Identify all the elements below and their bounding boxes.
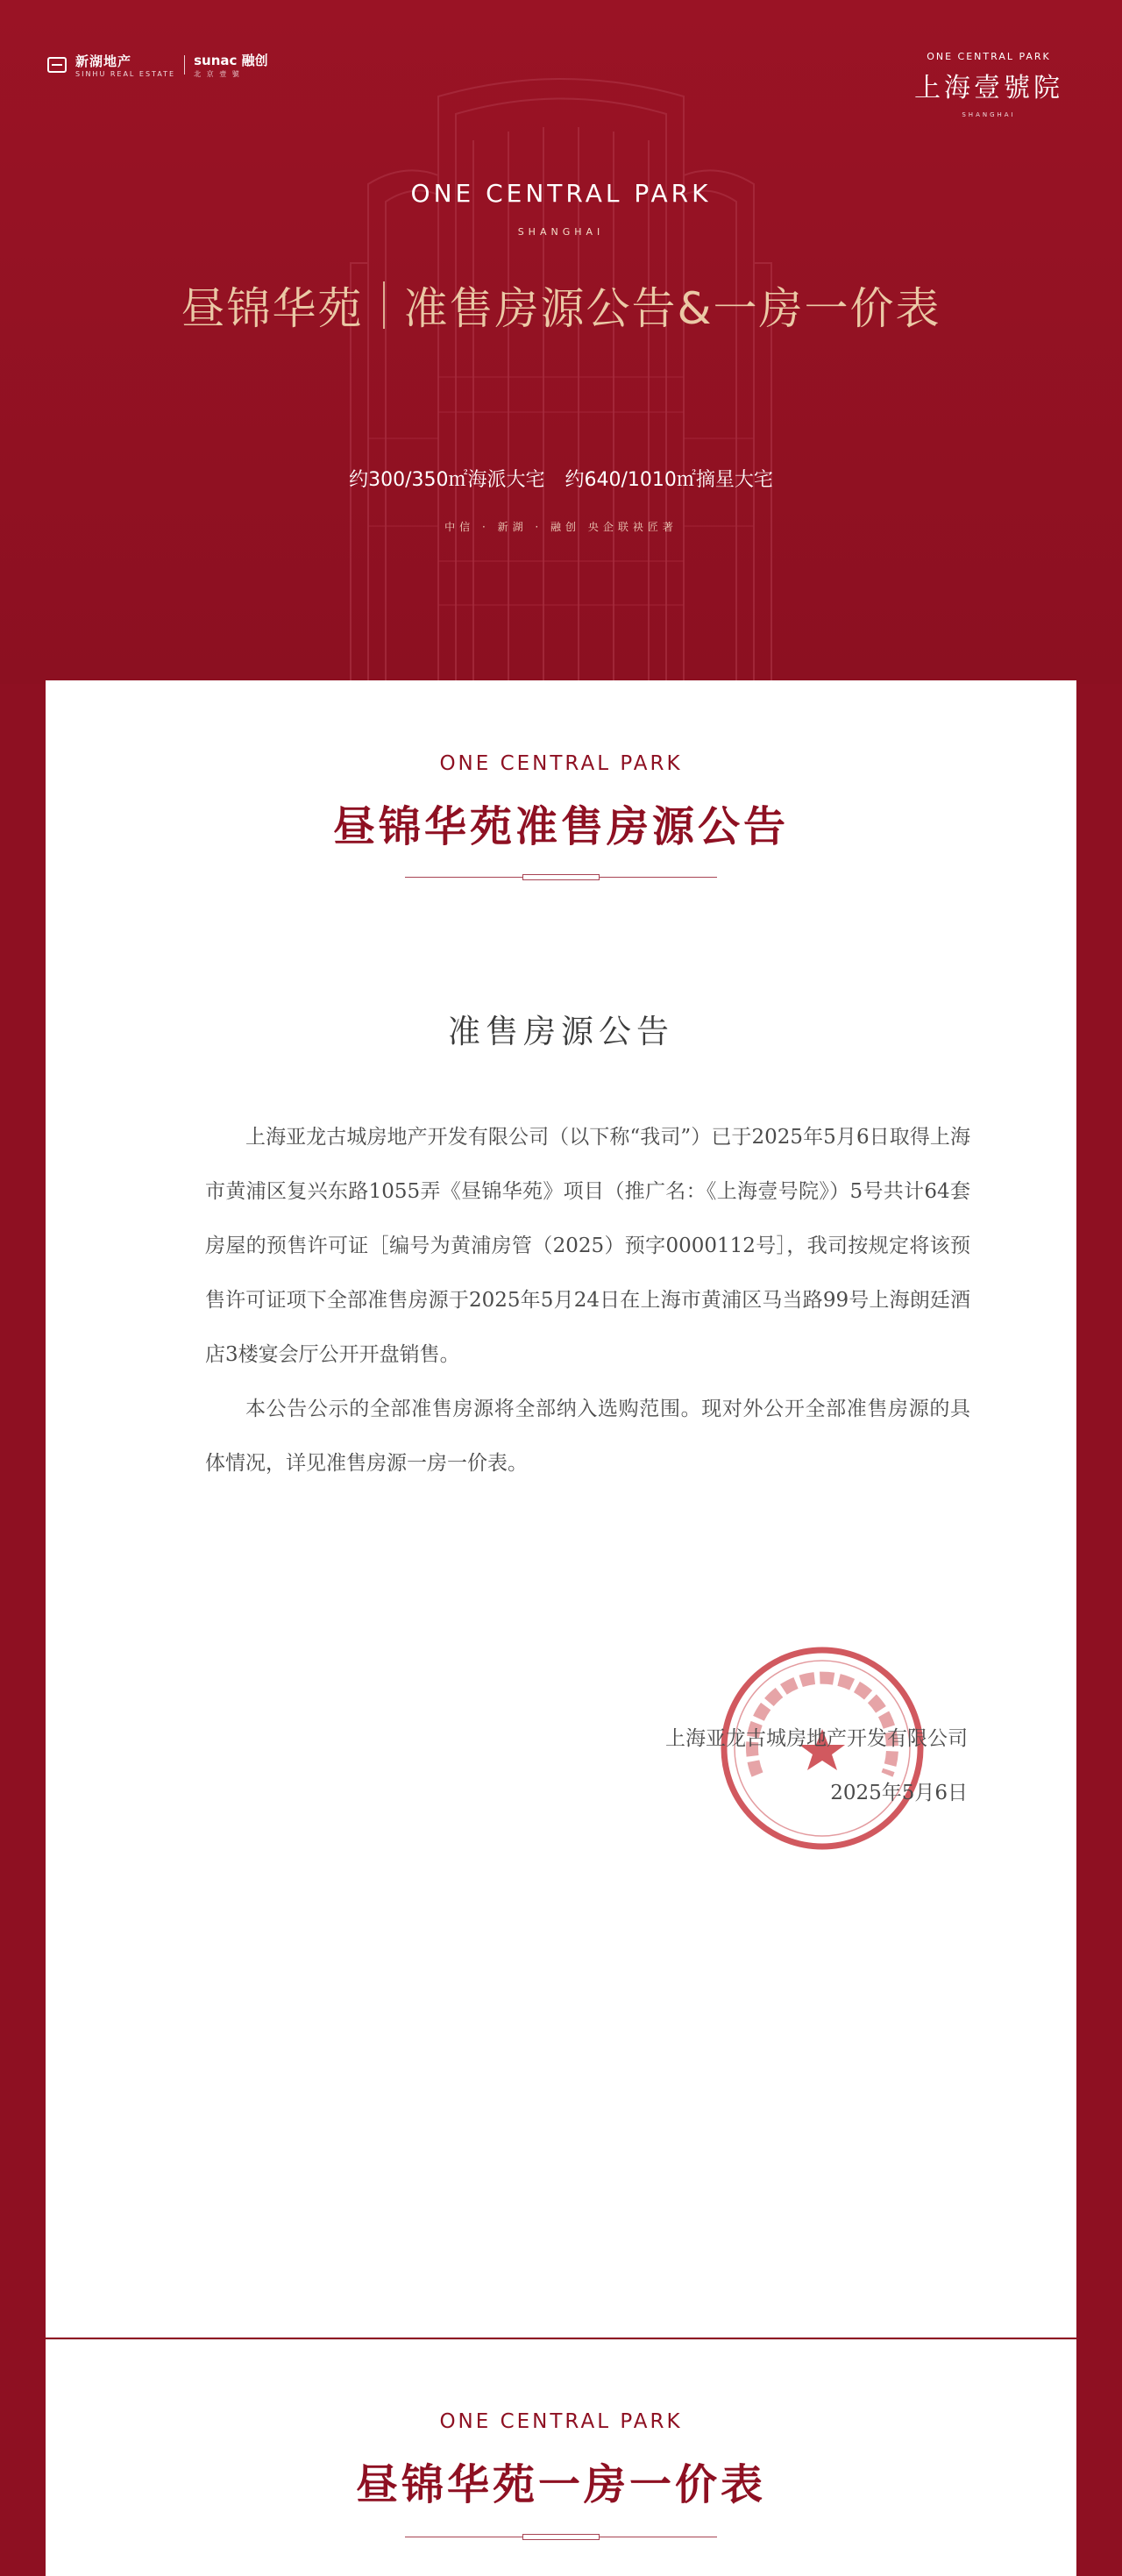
- section-divider-ornament: [522, 2534, 600, 2540]
- hero-title-divider: [383, 281, 385, 329]
- notice-card: [46, 680, 1076, 2338]
- section-title-en: ONE CENTRAL PARK: [439, 752, 683, 775]
- notice-paragraph: 上海亚龙古城房地产开发有限公司（以下称“我司”）已于2025年5月6日取得上海市黄浦区复兴东路1055弄《昼锦华苑》项目（推广名：《上海壹号院》）5号共计64套房屋的预售许可证［编号为黄浦房管（2025）预字0000112号］，我司按规定将该预售许可证项下全部准售房源于2025年5月24日在上海市黄浦区马当路99号上海朗廷酒店3楼宴会厅公开开盘销售。: [205, 1126, 970, 1366]
- partner-subtitle: 北 京 壹 號: [194, 70, 241, 78]
- project-logo: [892, 51, 1085, 118]
- notice-body: [205, 1110, 970, 1491]
- hero-unit-sizes: [0, 465, 1122, 492]
- section-title: 昼锦华苑一房一价表: [355, 2460, 766, 2509]
- hero-banner: [0, 0, 1122, 684]
- unit-size-2: 约640/1010㎡摘星大宅: [565, 469, 773, 491]
- hero-title-subject: 准售房源公告&一房一价表: [403, 283, 941, 334]
- unit-size-1: 约300/350㎡海派大宅: [349, 469, 545, 491]
- developer-name: 新湖地产: [75, 53, 132, 69]
- logo-divider: [184, 55, 185, 75]
- section-divider-ornament: [522, 874, 600, 880]
- hero-title-project: 昼锦华苑: [181, 283, 364, 334]
- section-title-en: ONE CENTRAL PARK: [439, 2410, 683, 2433]
- notice-title: 准售房源公告: [448, 1013, 674, 1050]
- sinhu-logo-icon: [47, 57, 67, 73]
- signer-date: 2025年5月6日: [830, 1782, 968, 1804]
- developer-logos: [47, 51, 268, 79]
- notice-paragraph: 本公告公示的全部准售房源将全部纳入选购范围。现对外公开全部准售房源的具体情况，详见准售房源一房一价表。: [205, 1398, 970, 1475]
- partner-logo: [194, 51, 268, 79]
- developer-name-en: SINHU REAL ESTATE: [75, 70, 176, 78]
- developer-logo-text: [75, 52, 175, 78]
- notice-signature: [556, 1711, 968, 1820]
- project-logo-en: ONE CENTRAL PARK: [927, 51, 1051, 62]
- signer-company: 上海亚龙古城房地产开发有限公司: [665, 1727, 968, 1750]
- hero-title-en: ONE CENTRAL PARK: [410, 179, 712, 208]
- hero-city: SHANGHAI: [517, 226, 605, 238]
- section-title: 昼锦华苑准售房源公告: [332, 802, 789, 851]
- price-list-card: [46, 2339, 1076, 2576]
- project-logo-zh: 上海壹號院: [914, 73, 1063, 103]
- partner-name: sunac 融创: [194, 53, 268, 68]
- project-logo-city: SHANGHAI: [962, 111, 1016, 118]
- hero-title: [0, 274, 1122, 337]
- hero-partners-line: 中信 · 新湖 · 融创 央企联袂匠著: [444, 521, 678, 533]
